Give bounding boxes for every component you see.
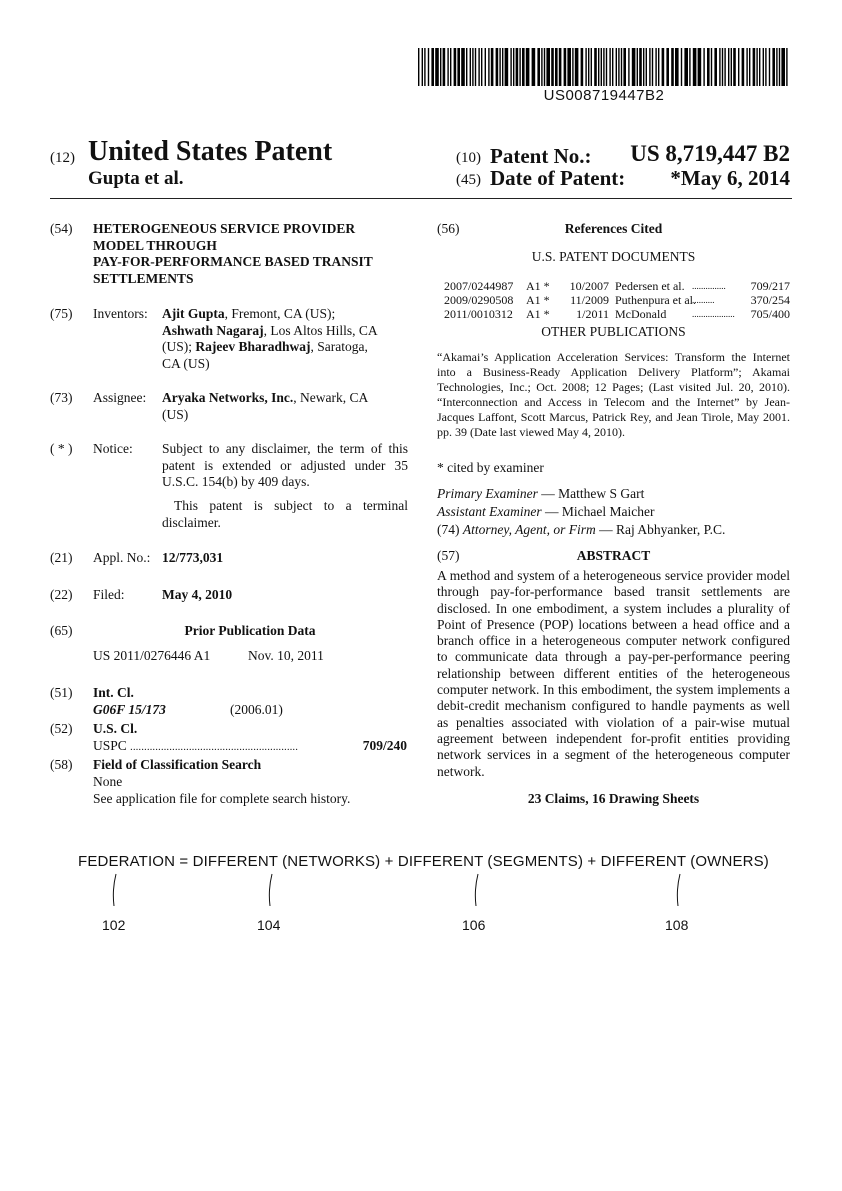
barcode-bar bbox=[537, 48, 540, 86]
inventor-location: , Fremont, CA (US); bbox=[224, 306, 336, 321]
barcode-bar bbox=[606, 48, 607, 86]
barcode-bar bbox=[466, 48, 467, 86]
barcode-bar bbox=[544, 48, 545, 86]
barcode-bar bbox=[703, 48, 704, 86]
assignee bbox=[162, 390, 412, 423]
reference-row bbox=[444, 307, 790, 321]
invention-title bbox=[93, 221, 423, 287]
reference-num: 2009/0290508 bbox=[444, 293, 514, 307]
barcode-bar bbox=[424, 48, 425, 86]
barcode-number: US008719447B2 bbox=[543, 87, 665, 104]
barcode-bar bbox=[447, 48, 448, 86]
barcode-bar bbox=[753, 48, 756, 86]
code-73: (73) bbox=[50, 390, 73, 405]
reference-cls: 705/400 bbox=[750, 307, 790, 321]
barcode-bar bbox=[461, 48, 465, 86]
barcode-bar bbox=[481, 48, 482, 86]
reference-date: 11/2009 bbox=[570, 293, 609, 307]
inventor-location: (US); bbox=[162, 339, 192, 354]
barcode-bar bbox=[671, 48, 674, 86]
filed-label: Filed: bbox=[93, 587, 125, 602]
claims-summary: 23 Claims, 16 Drawing Sheets bbox=[527, 791, 700, 806]
code-56: (56) bbox=[437, 221, 460, 236]
assistant-examiner bbox=[437, 504, 654, 521]
code-58: (58) bbox=[50, 757, 73, 772]
search-history-note: See application file for complete search history. bbox=[93, 791, 351, 806]
barcode-bar bbox=[575, 48, 579, 86]
other-publications-heading: OTHER PUBLICATIONS bbox=[541, 324, 686, 339]
title-line: HETEROGENEOUS SERVICE PROVIDER bbox=[93, 221, 356, 236]
terminal-disclaimer-text: This patent is subject to a terminal disclaimer. bbox=[162, 498, 408, 530]
reference-date: 10/2007 bbox=[569, 279, 609, 293]
reference-name: McDonald bbox=[615, 307, 667, 321]
code-12: (12) bbox=[50, 150, 75, 166]
reference-dots: ................... bbox=[692, 309, 735, 319]
header-rule bbox=[50, 198, 792, 199]
barcode-bar bbox=[431, 48, 434, 86]
barcode-bar bbox=[588, 48, 589, 86]
barcode-bar bbox=[632, 48, 636, 86]
figure-label-104: 104 bbox=[257, 917, 281, 933]
barcode-bar bbox=[776, 48, 777, 86]
barcode-bar bbox=[711, 48, 712, 86]
barcode-bar bbox=[475, 48, 476, 86]
abstract-text: A method and system of a heterogeneous service provider model through pay-for-performance based transit settlements are disclosed. In one embodiment, a system includes a plurality of Point of Presence (POP) locations between a head office and a branch office in a heterogeneous computer network configured to communicate data through a pay-per-performance peering relationship between different entities of the heterogeneous computer network. In this embodiment, the system implements a debit-credit mechanism configured to handle payments as well as penalties associated with violation of a pair-wise mutual agreement between independent for-profit entities providing network services in a segment of the heterogeneous computer network. bbox=[437, 568, 790, 779]
int-cl-year: (2006.01) bbox=[230, 702, 283, 717]
barcode-bar bbox=[707, 48, 710, 86]
barcode-bar bbox=[756, 48, 757, 86]
title-line: MODEL THROUGH bbox=[93, 237, 217, 253]
reference-cls: 370/254 bbox=[750, 293, 790, 307]
reference-row bbox=[444, 279, 790, 293]
code-22: (22) bbox=[50, 587, 73, 602]
primary-examiner-name: — Matthew S Gart bbox=[537, 486, 645, 501]
leader-line-104 bbox=[269, 874, 272, 906]
barcode-bar bbox=[746, 48, 747, 86]
barcode-bar bbox=[689, 48, 690, 86]
assignee-name: Aryaka Networks, Inc. bbox=[162, 390, 294, 405]
reference-num: 2007/0244987 bbox=[444, 279, 514, 293]
leader-line-102 bbox=[113, 874, 116, 906]
figure-label-102: 102 bbox=[102, 917, 126, 933]
code-52: (52) bbox=[50, 721, 73, 736]
barcode-bar bbox=[505, 48, 509, 86]
barcode-bar bbox=[418, 48, 419, 86]
notice-label: Notice: bbox=[93, 441, 133, 456]
barcode-bar bbox=[612, 48, 613, 86]
assistant-examiner-name: — Michael Maicher bbox=[541, 504, 655, 519]
reference-dots: ............... bbox=[692, 281, 726, 291]
barcode-bar bbox=[457, 48, 460, 86]
title-line: PAY-FOR-PERFORMANCE BASED TRANSIT bbox=[93, 254, 373, 269]
code-45: (45) bbox=[456, 172, 481, 188]
barcode-bar bbox=[435, 48, 439, 86]
appl-no: 12/773,031 bbox=[162, 550, 224, 565]
authors: Gupta et al. bbox=[88, 168, 184, 189]
barcode-bar bbox=[628, 48, 629, 86]
barcode-bar bbox=[618, 48, 619, 86]
barcode-bar bbox=[559, 48, 562, 86]
assignee-label: Assignee: bbox=[93, 390, 147, 405]
reference-num: 2011/0010312 bbox=[444, 307, 513, 321]
barcode-bar bbox=[422, 48, 423, 86]
prior-publication-heading: Prior Publication Data bbox=[184, 623, 316, 638]
barcode-bar bbox=[719, 48, 720, 86]
attorney-name: — Raj Abhyanker, P.C. bbox=[595, 522, 726, 537]
barcode-bar bbox=[637, 48, 638, 86]
barcode-bar bbox=[440, 48, 441, 86]
barcode-bar bbox=[488, 48, 489, 86]
barcode-bar bbox=[601, 48, 602, 86]
abstract-heading: ABSTRACT bbox=[576, 548, 651, 563]
reference-date: 1/2011 bbox=[576, 307, 609, 321]
code-65: (65) bbox=[50, 623, 73, 638]
primary-examiner-label: Primary Examiner bbox=[437, 486, 538, 501]
barcode-bar bbox=[502, 48, 503, 86]
barcode-bar bbox=[684, 48, 688, 86]
barcode-bar bbox=[693, 48, 697, 86]
notice-code: ( * ) bbox=[50, 441, 73, 456]
barcode-bar bbox=[658, 48, 659, 86]
date-of-patent: *May 6, 2014 bbox=[670, 166, 790, 190]
assistant-examiner-label: Assistant Examiner bbox=[437, 504, 542, 519]
barcode-bar bbox=[567, 48, 571, 86]
patent-number: US 8,719,447 B2 bbox=[630, 141, 790, 166]
barcode-bar bbox=[603, 48, 604, 86]
barcode-bar bbox=[655, 48, 656, 86]
inventor-location: CA (US) bbox=[162, 355, 210, 371]
barcode-bar bbox=[772, 48, 775, 86]
barcode-bar bbox=[555, 48, 558, 86]
reference-name: Pedersen et al. bbox=[615, 279, 685, 293]
reference-dots: .......... bbox=[692, 295, 715, 305]
barcode-bar bbox=[724, 48, 725, 86]
barcode-bar bbox=[666, 48, 669, 86]
barcode-bar bbox=[541, 48, 542, 86]
document-title: United States Patent bbox=[88, 136, 333, 167]
us-patent-documents-heading: U.S. PATENT DOCUMENTS bbox=[531, 249, 696, 264]
barcode-bar bbox=[472, 48, 473, 86]
reference-cls: 709/217 bbox=[750, 279, 790, 293]
assignee-location: , Newark, CA bbox=[293, 390, 369, 405]
barcode-bar bbox=[532, 48, 536, 86]
barcode-bar bbox=[728, 48, 729, 86]
patent-no-label: Patent No.: bbox=[490, 144, 592, 168]
inventors-list bbox=[162, 306, 412, 372]
prior-publication-date: Nov. 10, 2011 bbox=[248, 648, 324, 663]
barcode-bar bbox=[639, 48, 642, 86]
barcode-bar bbox=[526, 48, 530, 86]
reference-kind: A1 * bbox=[526, 307, 550, 321]
code-51: (51) bbox=[50, 685, 73, 700]
uspc-dots: ............................................................ bbox=[130, 742, 299, 753]
barcode-bar bbox=[522, 48, 525, 86]
field-of-search-label: Field of Classification Search bbox=[93, 757, 262, 772]
barcode-bar bbox=[609, 48, 610, 86]
barcode-bar bbox=[598, 48, 599, 86]
title-line: SETTLEMENTS bbox=[93, 270, 194, 286]
barcode-bar bbox=[546, 48, 550, 86]
barcode-bar bbox=[513, 48, 514, 86]
barcode-bar bbox=[662, 48, 665, 86]
us-cl-label: U.S. Cl. bbox=[93, 721, 138, 736]
leader-line-108 bbox=[677, 874, 680, 906]
barcode-bar bbox=[742, 48, 745, 86]
barcode-bar bbox=[675, 48, 679, 86]
uspc-value: 709/240 bbox=[350, 738, 407, 755]
assignee-location: (US) bbox=[162, 406, 189, 422]
inventors-label: Inventors: bbox=[93, 306, 148, 321]
code-57: (57) bbox=[437, 548, 460, 563]
code-21: (21) bbox=[50, 550, 73, 565]
int-cl-class: G06F 15/173 bbox=[93, 702, 166, 717]
other-publications-text: “Akamai’s Application Acceleration Services: Transform the Internet into a Business-Ready Application Delivery Platform”; Akamai Technologies, Inc.; Oct. 2008; 12 Pages; (Last visited Jul. 20, 2010). “Interconnection and Access in Telecom and the Internet” by Jean-Jacques Laffont, Scott Marcus, Patrick Rey, and Jean Tirole, May 2001. pp. 39 (Date last viewed May 4, 2010). bbox=[437, 350, 790, 439]
reference-row bbox=[444, 293, 790, 307]
reference-kind: A1 * bbox=[526, 293, 550, 307]
barcode-bar bbox=[749, 48, 750, 86]
barcode-bar bbox=[496, 48, 499, 86]
barcode-bar bbox=[714, 48, 717, 86]
barcode-bar bbox=[779, 48, 780, 86]
barcode-bar bbox=[572, 48, 573, 86]
attorney-label: Attorney, Agent, or Firm bbox=[462, 522, 596, 537]
inventor-name: Rajeev Bharadhwaj bbox=[195, 339, 311, 354]
prior-publication-number: US 2011/0276446 A1 bbox=[93, 648, 211, 663]
barcode-bar bbox=[478, 48, 479, 86]
barcode-bar bbox=[581, 48, 584, 86]
notice-text: Subject to any disclaimer, the term of this patent is extended or adjusted under 35 U.S.C. 154(b) by 409 days. bbox=[162, 441, 408, 489]
barcode-bar bbox=[763, 48, 764, 86]
field-of-search-none: None bbox=[93, 774, 123, 789]
barcode-bar bbox=[769, 48, 770, 86]
barcode-bar bbox=[454, 48, 457, 86]
barcode-bar bbox=[652, 48, 653, 86]
code-10: (10) bbox=[456, 150, 481, 166]
figure-equation: FEDERATION = DIFFERENT (NETWORKS) + DIFFERENT (SEGMENTS) + DIFFERENT (OWNERS) bbox=[78, 853, 769, 870]
barcode-bar bbox=[585, 48, 586, 86]
barcode-bar bbox=[759, 48, 760, 86]
int-cl-label: Int. Cl. bbox=[93, 685, 134, 700]
barcode-bar bbox=[623, 48, 626, 86]
barcode-bar bbox=[781, 48, 785, 86]
inventor-name: Ashwath Nagaraj bbox=[162, 322, 264, 338]
barcode-bar bbox=[649, 48, 650, 86]
barcode-bar bbox=[646, 48, 647, 86]
figure-label-106: 106 bbox=[462, 917, 486, 933]
barcode-bar bbox=[681, 48, 682, 86]
code-75: (75) bbox=[50, 306, 73, 321]
barcode-bar bbox=[722, 48, 723, 86]
barcode-bar bbox=[616, 48, 617, 86]
barcode-bar bbox=[499, 48, 500, 86]
barcode-bar bbox=[519, 48, 520, 86]
barcode-bar bbox=[738, 48, 739, 86]
references-cited-heading: References Cited bbox=[564, 221, 663, 236]
primary-examiner bbox=[437, 486, 644, 503]
barcode-bar bbox=[643, 48, 644, 86]
uspc-label: USPC bbox=[93, 738, 127, 753]
barcode-bar bbox=[443, 48, 446, 86]
barcode bbox=[418, 48, 790, 86]
barcode-bar bbox=[621, 48, 622, 86]
reference-name: Puthenpura et al. bbox=[615, 293, 696, 307]
barcode-bar bbox=[731, 48, 732, 86]
date-of-patent-label: Date of Patent: bbox=[490, 166, 626, 190]
barcode-bar bbox=[733, 48, 736, 86]
barcode-bar bbox=[450, 48, 451, 86]
appl-no-label: Appl. No.: bbox=[93, 550, 151, 565]
barcode-bar bbox=[485, 48, 486, 86]
inventor-name: Ajit Gupta bbox=[162, 306, 225, 321]
barcode-bar bbox=[551, 48, 554, 86]
filed-date: May 4, 2010 bbox=[162, 587, 233, 602]
barcode-bar bbox=[564, 48, 567, 86]
code-54: (54) bbox=[50, 221, 73, 236]
figure-label-108: 108 bbox=[665, 917, 689, 933]
barcode-bar bbox=[591, 48, 592, 86]
barcode-bar bbox=[428, 48, 429, 86]
attorney bbox=[437, 522, 725, 539]
barcode-bar bbox=[698, 48, 702, 86]
cited-by-examiner: * cited by examiner bbox=[437, 460, 544, 475]
leader-line-106 bbox=[475, 874, 478, 906]
barcode-bar bbox=[516, 48, 519, 86]
inventor-location: , Saratoga, bbox=[310, 339, 368, 354]
barcode-bar bbox=[510, 48, 511, 86]
barcode-bar bbox=[491, 48, 494, 86]
barcode-bar bbox=[786, 48, 787, 86]
barcode-bar bbox=[594, 48, 597, 86]
inventor-location: , Los Altos Hills, CA bbox=[263, 322, 378, 338]
reference-kind: A1 * bbox=[526, 279, 550, 293]
barcode-bar bbox=[765, 48, 766, 86]
barcode-bar bbox=[470, 48, 471, 86]
code-74: (74) bbox=[437, 522, 460, 537]
